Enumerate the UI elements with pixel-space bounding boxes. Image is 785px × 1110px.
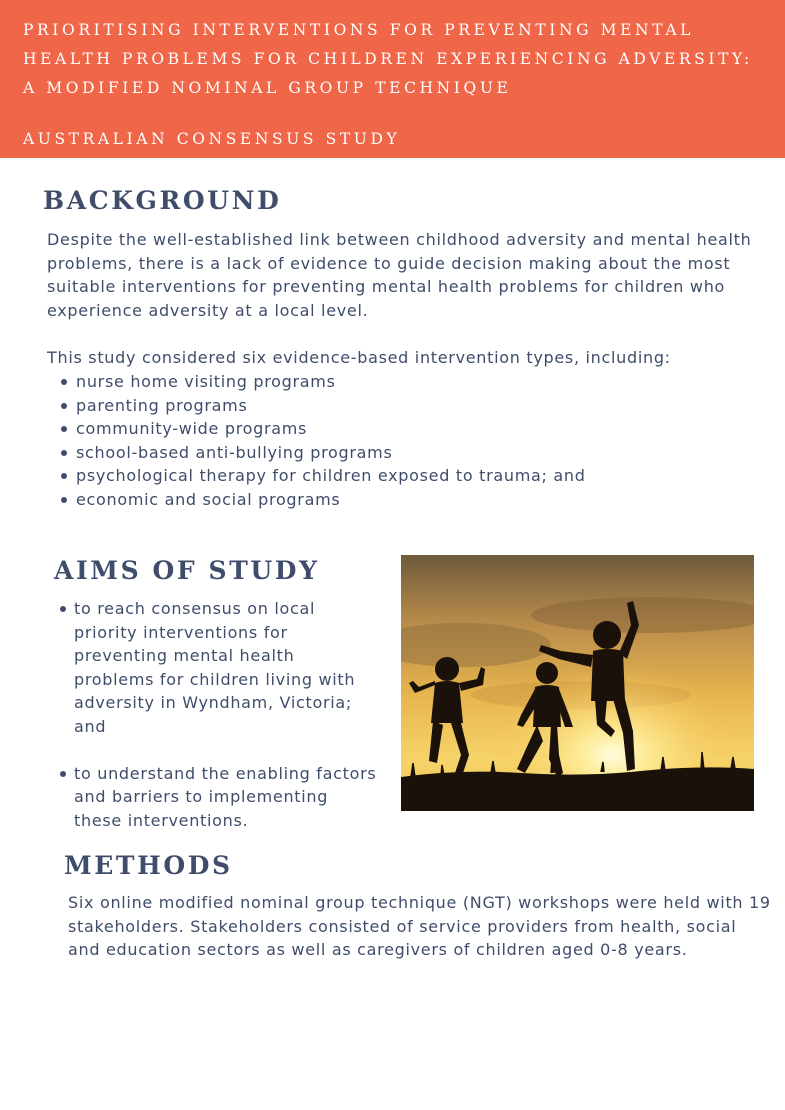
methods-heading: METHODS bbox=[64, 851, 233, 880]
list-item: parenting programs bbox=[61, 394, 761, 418]
header-banner bbox=[0, 0, 785, 158]
intervention-list bbox=[61, 370, 761, 511]
list-item: community-wide programs bbox=[61, 417, 761, 441]
list-item: psychological therapy for children exposed to trauma; and bbox=[61, 464, 761, 488]
list-item: nurse home visiting programs bbox=[61, 370, 761, 394]
background-paragraph-1: Despite the well-established link between childhood adversity and mental health problems, there is a lack of evidence to guide decision making about the most suitable interventions for preventing mental health problems for children who experience adversity at a local level. bbox=[47, 230, 752, 320]
methods-paragraph: Six online modified nominal group technique (NGT) workshops were held with 19 stakeholders. Stakeholders consisted of service providers from health, social and education sectors as well as caregivers of children aged 0-8 years. bbox=[68, 893, 771, 959]
list-item: to understand the enabling factors and barriers to implementing these interventions. bbox=[60, 762, 380, 833]
children-silhouettes-sunset-photo bbox=[401, 555, 754, 811]
poster-subtitle: AUSTRALIAN CONSENSUS STUDY bbox=[23, 130, 401, 148]
background-paragraph-2: This study considered six evidence-based intervention types, including: bbox=[47, 348, 671, 367]
poster-title: PRIORITISING INTERVENTIONS FOR PREVENTING MENTAL HEALTH PROBLEMS FOR CHILDREN EXPERIENCING ADVERSITY: A MODIFIED NOMINAL GROUP TECHNIQUE bbox=[23, 21, 753, 97]
list-item: school-based anti-bullying programs bbox=[61, 441, 761, 465]
aims-list bbox=[60, 597, 380, 856]
background-heading: BACKGROUND bbox=[43, 186, 282, 215]
list-item: to reach consensus on local priority interventions for preventing mental health problems for children living with adversity in Wyndham, Victoria; and bbox=[60, 597, 380, 738]
aims-heading: AIMS OF STUDY bbox=[54, 556, 320, 585]
list-item: economic and social programs bbox=[61, 488, 761, 512]
